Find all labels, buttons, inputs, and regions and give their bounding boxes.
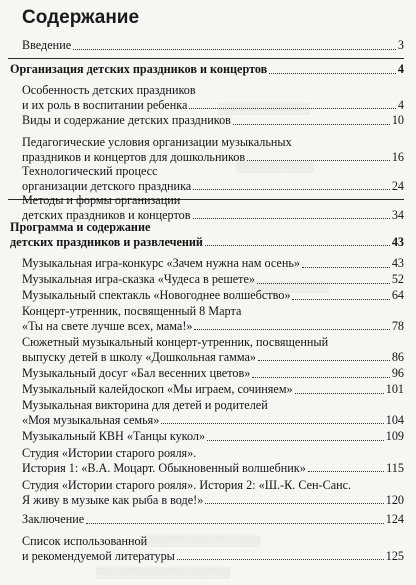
page-number: 16 <box>391 149 404 164</box>
dot-leader <box>189 108 396 109</box>
dot-leader <box>205 245 390 246</box>
toc-entry-row <box>22 493 404 508</box>
toc-entry-line: организации детского праздника <box>22 178 192 193</box>
toc-entry <box>22 288 404 303</box>
toc-entry-row <box>22 350 404 365</box>
toc-entry-line: Концерт-утренник, посвященный 8 Марта <box>22 304 242 318</box>
page-number: 64 <box>391 288 404 302</box>
toc-entry <box>22 398 404 427</box>
page-number: 10 <box>391 113 404 127</box>
dot-leader <box>177 559 384 560</box>
section-rule <box>8 58 404 59</box>
toc-entry <box>22 478 404 507</box>
page-number: 43 <box>391 256 404 270</box>
toc-entry-row <box>10 62 404 77</box>
dot-leader <box>161 423 383 424</box>
page-number: 78 <box>391 318 404 333</box>
toc-entry-line: Введение <box>22 38 72 52</box>
dot-leader <box>233 124 390 125</box>
toc-entry <box>22 534 404 563</box>
toc-entry <box>22 335 404 364</box>
toc-entry-row <box>22 512 404 527</box>
toc-entry-row <box>22 38 404 53</box>
page-number: 4 <box>397 97 404 112</box>
toc-entry <box>22 429 404 444</box>
toc-entry <box>22 164 404 193</box>
toc-entry-line: Методы и формы организации <box>22 193 181 207</box>
toc-entry-row <box>22 413 404 428</box>
toc-entry-line: Студия «Истории старого рояля». История 2: «Ш.-К. Сен-Санс. <box>22 478 352 492</box>
toc-entry-row <box>22 319 404 334</box>
toc-entry-line: Студия «Истории старого рояля». <box>22 446 197 460</box>
toc-entry <box>22 446 404 475</box>
toc-entry-row <box>22 179 404 194</box>
dot-leader <box>207 440 384 441</box>
dot-leader <box>73 49 396 50</box>
page-number: 86 <box>391 349 404 364</box>
page-number: 52 <box>391 272 404 286</box>
page-number: 34 <box>391 207 404 222</box>
toc-entry-line: «Моя музыкальная семья» <box>22 412 160 427</box>
toc-entry-line: Виды и содержание детских праздников <box>22 113 231 127</box>
toc-entry-row <box>22 366 404 381</box>
page-number: 101 <box>385 382 404 396</box>
dot-leader <box>295 393 384 394</box>
toc-entry-row <box>22 461 404 476</box>
dot-leader <box>257 283 390 284</box>
dot-leader <box>193 189 390 190</box>
page-number: 120 <box>385 492 404 507</box>
page-number: 96 <box>391 366 404 380</box>
toc-entry-line: «Ты на свете лучше всех, мама!» <box>22 318 193 333</box>
toc-entry-line: Организация детских праздников и концертов <box>10 62 268 76</box>
toc-entry <box>22 113 404 128</box>
toc-entry <box>10 62 404 77</box>
toc-entry <box>22 304 404 333</box>
page-number: 124 <box>385 512 404 526</box>
toc-entry <box>22 135 404 164</box>
page-number: 109 <box>385 429 404 443</box>
dot-leader <box>258 360 390 361</box>
toc-entry <box>22 382 404 397</box>
toc-entry-row <box>22 150 404 165</box>
show-through-texture: ▒▒▒▒▒▒▒▒▒▒▒▒▒▒▒▒▒▒▒ <box>96 568 231 579</box>
toc-entry <box>22 256 404 271</box>
page-number: 104 <box>385 412 404 427</box>
page-number: 24 <box>391 178 404 193</box>
toc-entry-row <box>22 382 404 397</box>
toc-entry <box>22 83 404 112</box>
page-number: 115 <box>386 460 404 475</box>
toc-entry <box>22 272 404 287</box>
toc-entry-line: детских праздников и развлечений <box>10 234 203 249</box>
dot-leader <box>302 267 390 268</box>
show-through-texture: ▒▒▒▒▒▒▒▒▒▒▒ <box>236 162 314 173</box>
page-title: Содержание <box>22 7 140 28</box>
toc-entry-line: Особенность детских праздников <box>22 83 196 97</box>
toc-entry-line: Музыкальный спектакль «Новогоднее волшебство» <box>22 288 291 302</box>
toc-entry-line: Музыкальный КВН «Танцы кукол» <box>22 429 206 443</box>
dot-leader <box>269 73 396 74</box>
dot-leader <box>194 329 389 330</box>
toc-entry-line: Музыкальная игра-конкурс «Зачем нужна нам осень» <box>22 256 301 270</box>
toc-entry-line: Технологический процесс <box>22 164 158 178</box>
toc-entry-line: выпуску детей в школу «Дошкольная гамма» <box>22 349 257 364</box>
toc-entry <box>22 366 404 381</box>
toc-entry-line: Я живу в музыке как рыба в воде!» <box>22 492 204 507</box>
toc-entry-line: Заключение <box>22 512 85 526</box>
show-through-texture: ▒▒▒▒▒▒▒▒▒▒▒▒▒▒▒▒▒ <box>140 536 261 547</box>
show-through-texture: ▒▒▒▒▒▒▒▒▒▒▒▒ <box>244 282 330 293</box>
toc-entry-row <box>22 288 404 303</box>
dot-leader <box>247 160 390 161</box>
toc-entry-line: Музыкальная игра-сказка «Чудеса в решете» <box>22 272 255 286</box>
dot-leader <box>292 299 389 300</box>
toc-entry-line: и их роль в воспитании ребенка <box>22 97 188 112</box>
page-number: 43 <box>391 234 404 249</box>
toc-entry-row <box>22 113 404 128</box>
toc-entry-line: Музыкальный калейдоскоп «Мы играем, сочиняем» <box>22 382 293 396</box>
toc-entry-line: праздников и концертов для дошкольников <box>22 149 246 164</box>
toc-entry-line: и рекомендуемой литературы <box>22 548 175 563</box>
toc-entry-line: Педагогические условия организации музыкальных <box>22 135 292 149</box>
page-number: 3 <box>397 38 404 52</box>
dot-leader <box>86 523 384 524</box>
page-number: 4 <box>397 62 404 76</box>
dot-leader <box>205 503 383 504</box>
toc-entry-row <box>22 98 404 113</box>
toc-entry-row <box>22 549 404 564</box>
show-through-texture: ▒▒▒▒▒▒▒▒▒▒▒▒▒ <box>218 104 311 115</box>
toc-entry-line: Музыкальная викторина для детей и родителей <box>22 398 268 412</box>
page-number: 125 <box>385 548 404 563</box>
toc-entry <box>22 38 404 53</box>
dot-leader <box>252 377 389 378</box>
toc-entry-row <box>22 272 404 287</box>
toc-entry-line: История 1: «В.А. Моцарт. Обыкновенный волшебник» <box>22 460 306 475</box>
toc-entry <box>22 512 404 527</box>
toc-entry-line: Сюжетный музыкальный концерт-утренник, посвященный <box>22 335 329 349</box>
toc-entry-row <box>22 429 404 444</box>
toc-entry-line: детских праздников и концертов <box>22 207 191 222</box>
toc-entry-row <box>10 235 404 250</box>
toc-entry-line: Программа и содержание <box>10 220 151 234</box>
toc-entry-row <box>22 256 404 271</box>
dot-leader <box>193 218 390 219</box>
toc-entry <box>22 193 404 222</box>
toc-entry-line: Список использованной <box>22 534 148 548</box>
toc-entry <box>10 220 404 249</box>
toc-entry-line: Музыкальный досуг «Бал весенних цветов» <box>22 366 251 380</box>
dot-leader <box>308 471 384 472</box>
